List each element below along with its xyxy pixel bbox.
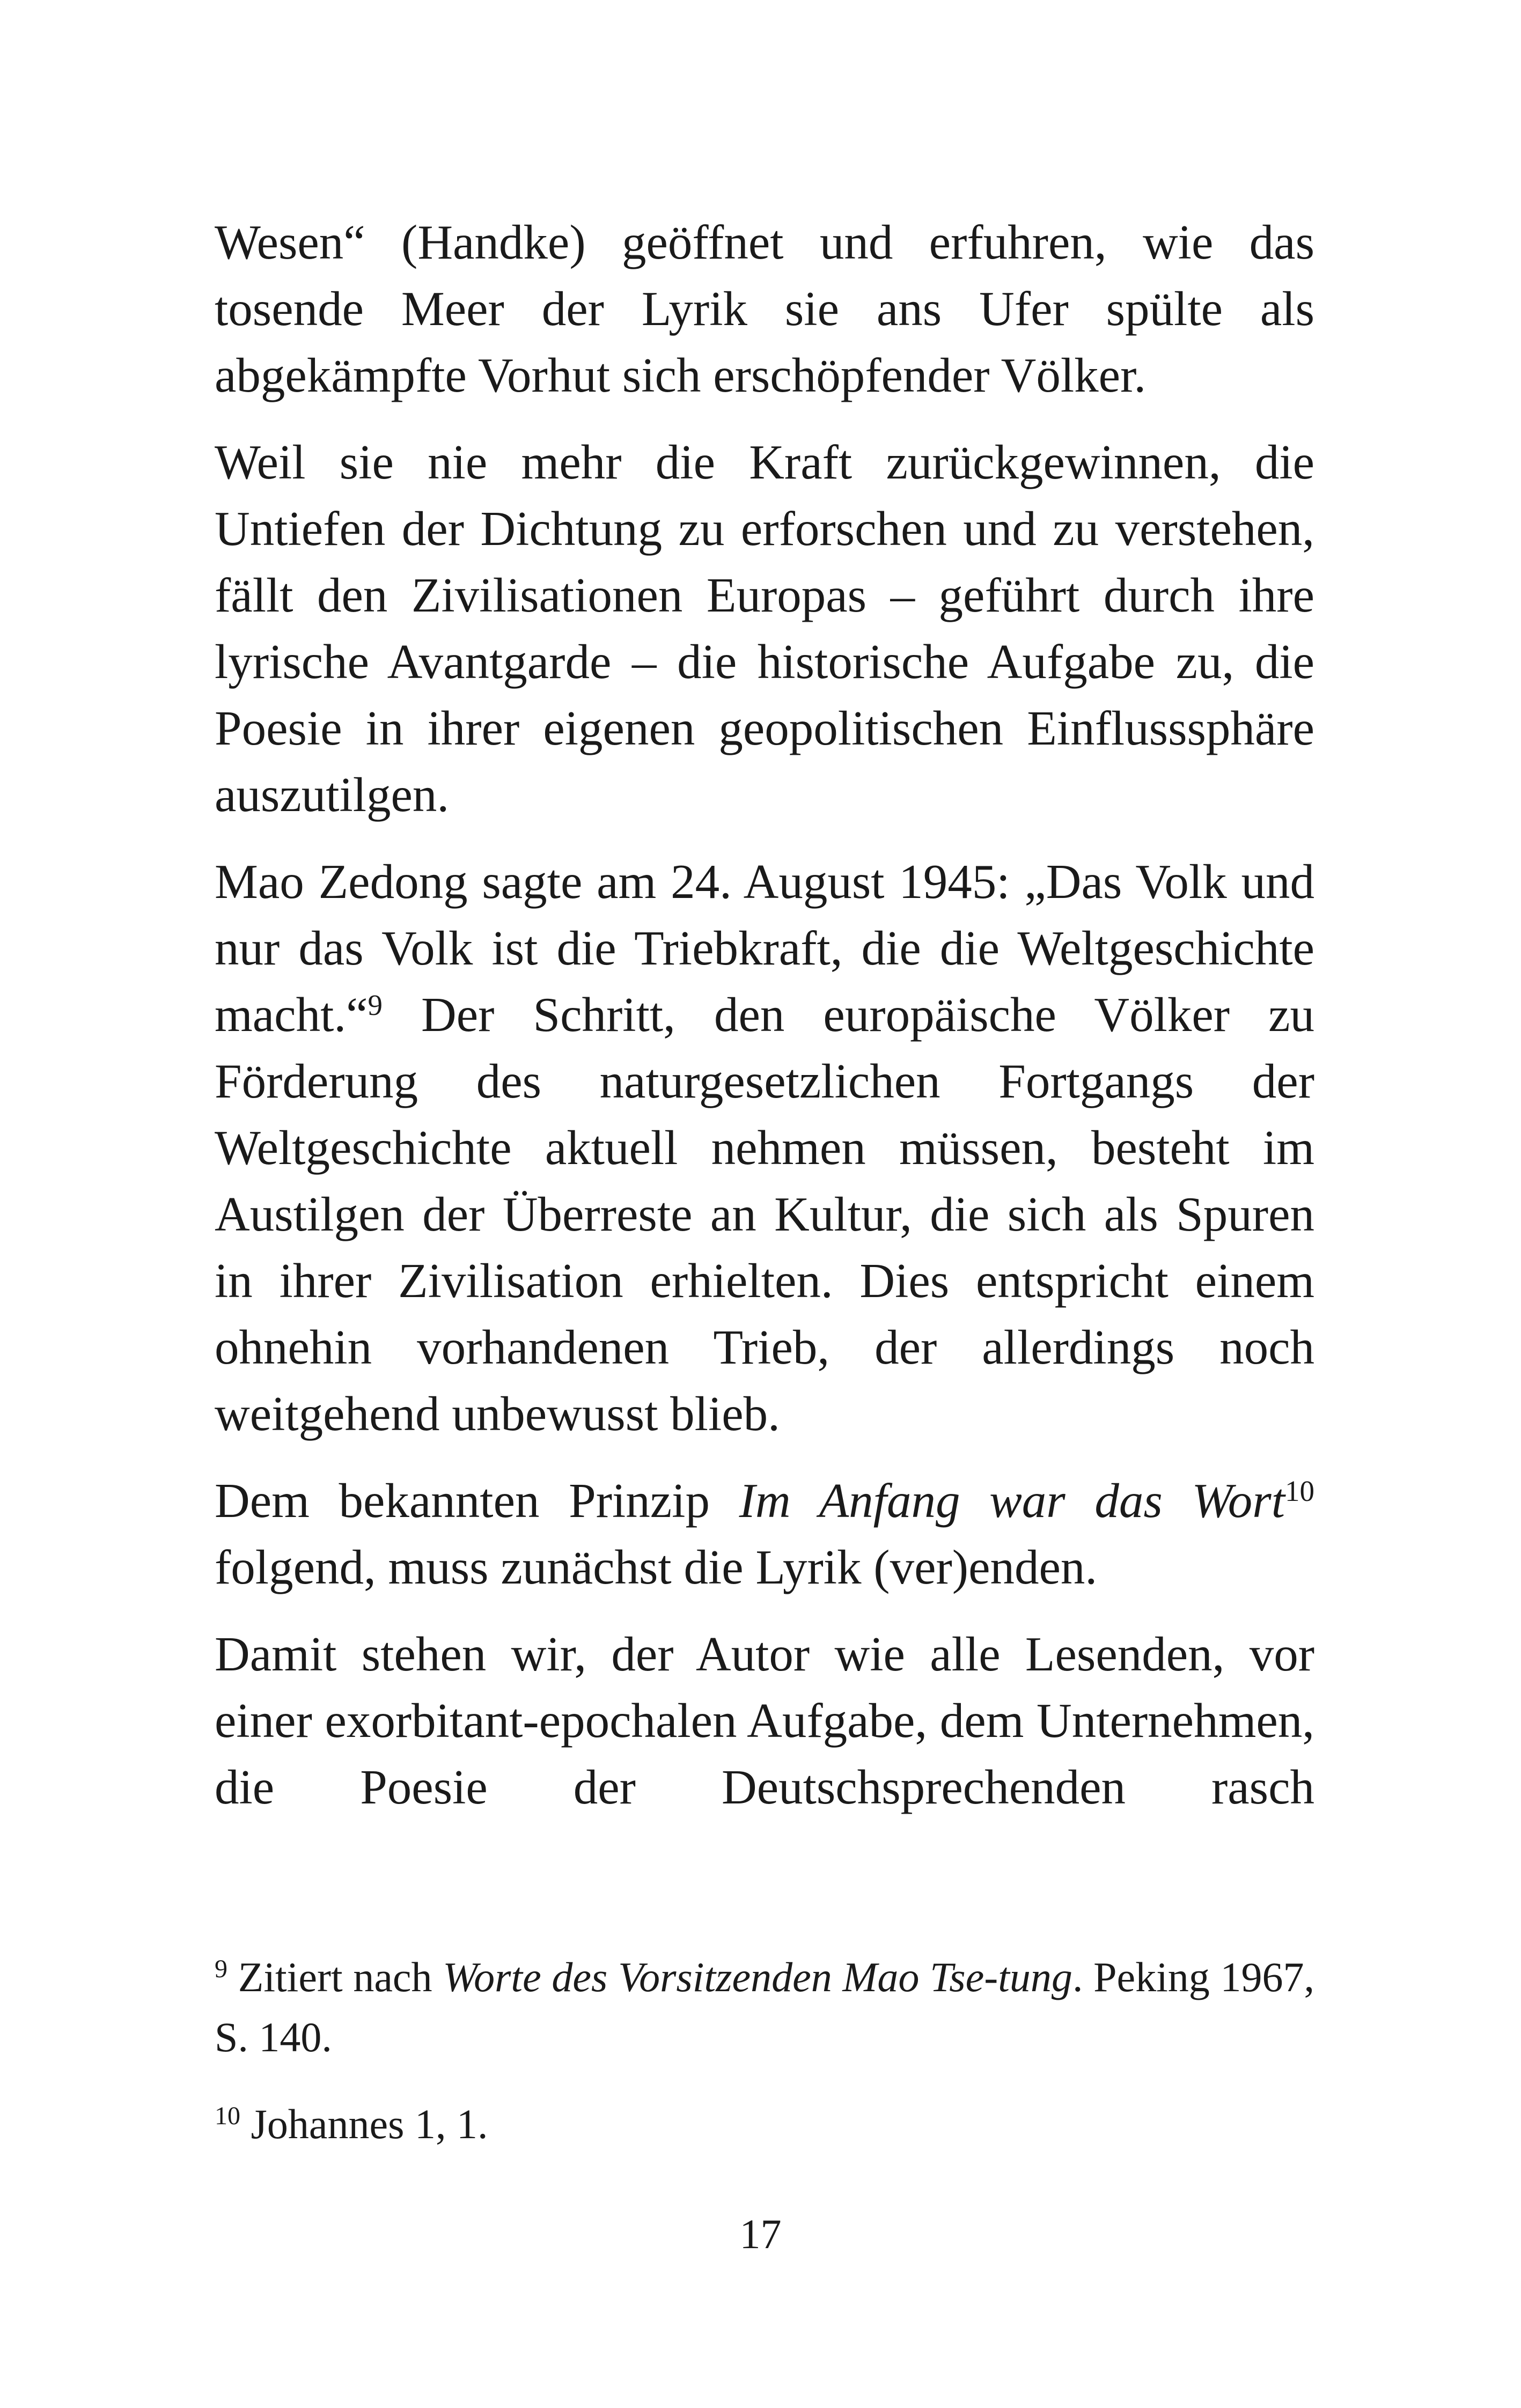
- page-body: [215, 209, 1314, 1821]
- footnote-number: 9: [215, 1955, 227, 1983]
- footnote-text-b: . Peking 1967, S. 140.: [215, 1954, 1314, 2060]
- paragraph-4-text-b: folgend, muss zunächst die Lyrik (ver)enden.: [215, 1540, 1098, 1594]
- footnote-ref-10[interactable]: 10: [1285, 1475, 1315, 1507]
- paragraph-3-text-a: Mao Zedong sagte am 24. August 1945: „Das Volk und nur das Volk ist die Triebkraft, die die Weltgeschichte macht.“: [215, 855, 1314, 1042]
- footnote-number: 10: [215, 2102, 240, 2130]
- page-number: 17: [739, 2211, 782, 2257]
- footnote-10: [215, 2094, 1314, 2154]
- footnote-9: [215, 1947, 1314, 2067]
- paragraph-2: Weil sie nie mehr die Kraft zurückgewinnen, die Untiefen der Dichtung zu erforschen und zu verstehen, fällt den Zivilisationen Europas – geführt durch ihre lyrische Avantgarde – die historische Aufgabe zu, die Poesie in ihrer eigenen geopolitischen Einflusssphäre auszutilgen.: [215, 435, 1314, 822]
- paragraph-4-text-a: Dem bekannten Prinzip: [215, 1474, 739, 1528]
- paragraph-5: Damit stehen wir, der Autor wie alle Lesenden, vor einer exorbitant-epochalen Aufgabe, dem Unternehmen, die Poesie der Deutschsprechenden rasch: [215, 1627, 1314, 1814]
- paragraph-4-italic: Im Anfang war das Wort: [739, 1474, 1285, 1528]
- footnote-text-a: Zitiert nach: [227, 1954, 443, 2000]
- paragraph-4: [215, 1468, 1314, 1601]
- footnote-text: Johannes 1, 1.: [240, 2101, 488, 2147]
- paragraph-1: Wesen“ (Handke) geöffnet und erfuhren, wie das tosende Meer der Lyrik sie ans Ufer spülte als abgekämpfte Vorhut sich erschöpfender Völker.: [215, 215, 1314, 402]
- footnote-title: Worte des Vorsitzenden Mao Tse-tung: [443, 1954, 1072, 2000]
- footnote-ref-9[interactable]: 9: [368, 989, 383, 1021]
- footnotes: [215, 1947, 1314, 2154]
- paragraph-3: [215, 849, 1314, 1447]
- paragraph-3-text-b: Der Schritt, den europäische Völker zu Förderung des naturgesetzlichen Fortgangs der Weltgeschichte aktuell nehmen müssen, besteht im Austilgen der Überreste an Kultur, die sich als Spuren in ihrer Zivilisation erhielten. Dies entspricht einem ohnehin vorhandenen Trieb, der allerdings noch weitgehend unbewusst blieb.: [215, 988, 1314, 1441]
